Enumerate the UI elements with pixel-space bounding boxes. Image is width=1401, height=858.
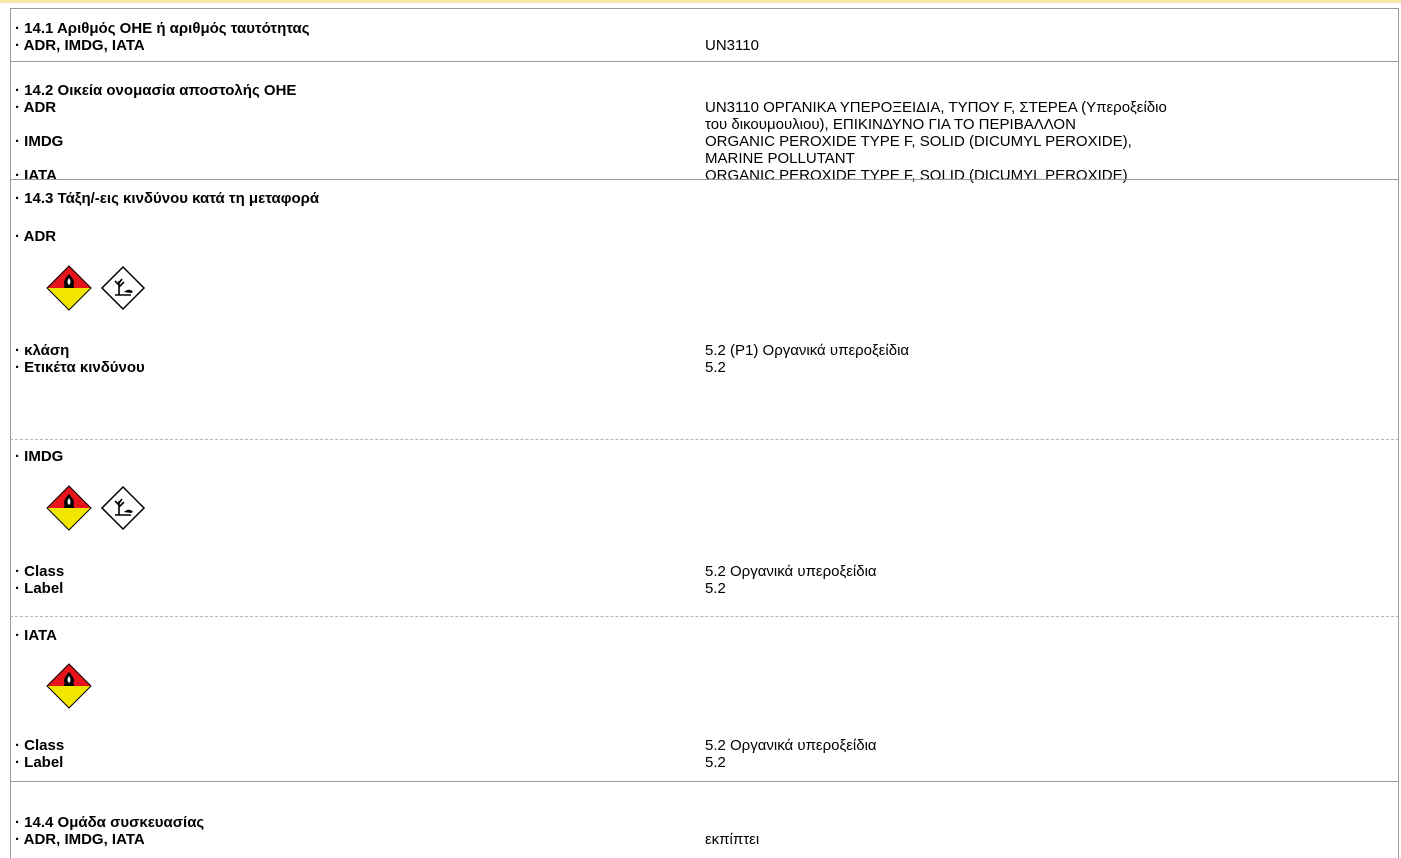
- adr-class-value: 5.2 (P1) Οργανικά υπεροξείδια: [705, 342, 910, 359]
- iata-title: · IATA: [15, 627, 57, 644]
- section-heading: · 14.4 Ομάδα συσκευασίας: [15, 814, 205, 831]
- adr-hazard-label: · Ετικέτα κινδύνου: [15, 359, 145, 376]
- imdg-label: · IMDG: [15, 133, 64, 150]
- section-14-4: [10, 781, 1399, 858]
- imdg-class-label: · Class: [15, 563, 65, 580]
- adr-title: · ADR: [15, 228, 57, 245]
- imdg-shipping-name-line2: MARINE POLLUTANT: [705, 150, 855, 167]
- adr-label: · ADR: [15, 99, 57, 116]
- iata-class-label: · Class: [15, 737, 65, 754]
- flame-pictogram-icon: [46, 485, 92, 531]
- row-label: · ADR, IMDG, IATA: [15, 37, 145, 54]
- imdg-hazard-value: 5.2: [705, 580, 726, 597]
- row-label: · ADR, IMDG, IATA: [15, 831, 145, 848]
- flame-pictogram-icon: [46, 663, 92, 709]
- section-heading: · 14.3 Τάξη/-εις κινδύνου κατά τη μεταφορά: [15, 190, 320, 207]
- iata-class-value: 5.2 Οργανικά υπεροξείδια: [705, 737, 877, 754]
- top-strip: [0, 0, 1401, 3]
- section-14-3-iata: [10, 616, 1399, 781]
- imdg-shipping-name-line1: ORGANIC PEROXIDE TYPE F, SOLID (DICUMYL PEROXIDE),: [705, 133, 1132, 150]
- imdg-title: · IMDG: [15, 448, 64, 465]
- imdg-hazard-label: · Label: [15, 580, 64, 597]
- section-14-3-imdg: [10, 439, 1399, 616]
- un-number-value: UN3110: [705, 37, 759, 54]
- flame-pictogram-icon: [46, 265, 92, 311]
- environment-pictogram-icon: [100, 485, 146, 531]
- packing-group-value: εκπίπτει: [705, 831, 760, 848]
- section-heading: · 14.1 Αριθμός ΟΗΕ ή αριθμός ταυτότητας: [15, 20, 310, 37]
- section-14-3-adr: [10, 179, 1399, 439]
- environment-pictogram-icon: [100, 265, 146, 311]
- adr-hazard-value: 5.2: [705, 359, 726, 376]
- iata-shipping-name: ORGANIC PEROXIDE TYPE F, SOLID (DICUMYL PEROXIDE): [705, 167, 1128, 184]
- iata-hazard-value: 5.2: [705, 754, 726, 771]
- iata-label: · IATA: [15, 167, 57, 184]
- iata-hazard-label: · Label: [15, 754, 64, 771]
- section-heading: · 14.2 Οικεία ονομασία αποστολής ΟΗΕ: [15, 82, 297, 99]
- section-14-1: [10, 8, 1399, 61]
- adr-shipping-name-line1: UN3110 ΟΡΓΑΝΙΚΑ ΥΠΕΡΟΞΕΙΔΙΑ, ΤΥΠΟΥ F, ΣΤΕΡΕΑ (Υπεροξείδιο: [705, 99, 1167, 116]
- adr-class-label: · κλάση: [15, 342, 70, 359]
- adr-shipping-name-line2: του δικουμουλιου), ΕΠΙΚΙΝΔΥΝΟ ΓΙΑ ΤΟ ΠΕΡΙΒΑΛΛΟΝ: [705, 116, 1076, 133]
- imdg-class-value: 5.2 Οργανικά υπεροξείδια: [705, 563, 877, 580]
